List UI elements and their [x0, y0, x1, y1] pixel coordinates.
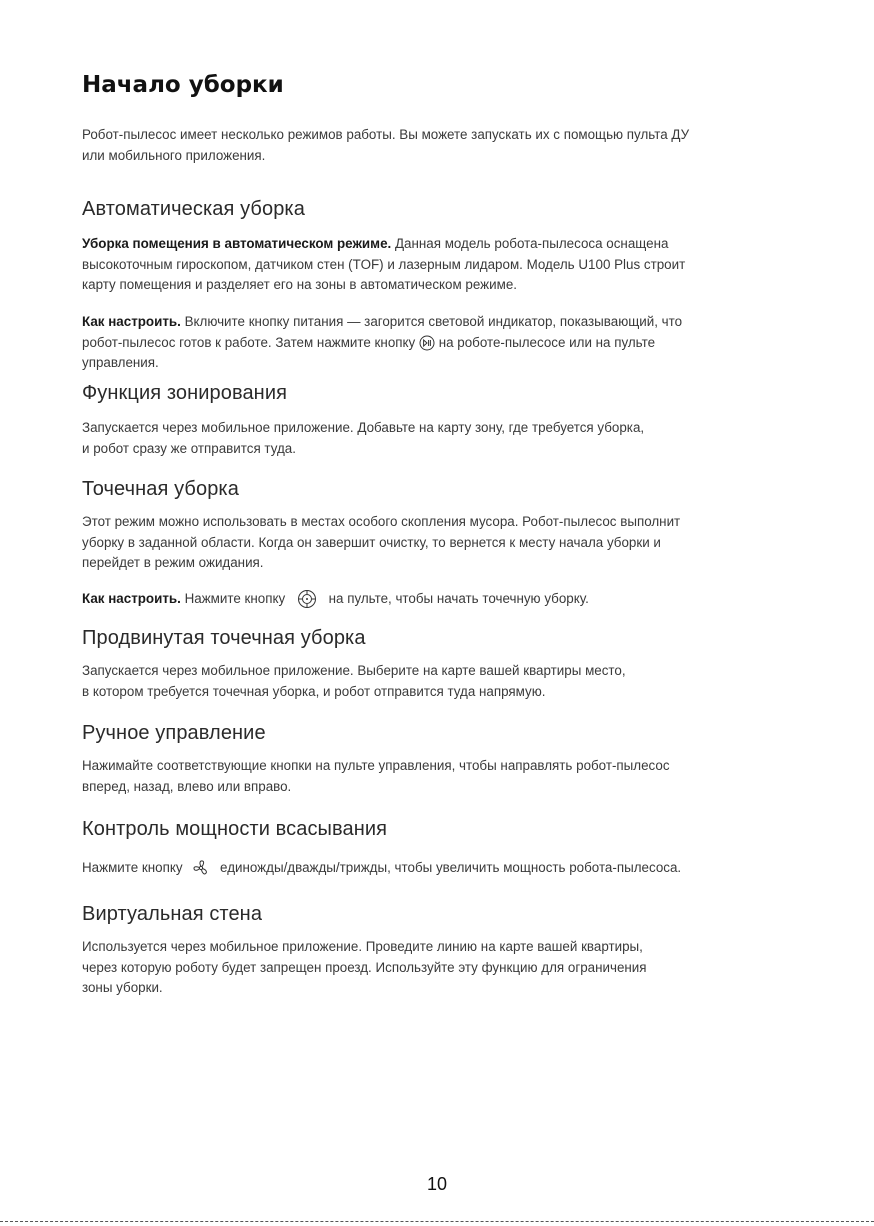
auto-lead-rest: Данная модель робота-пылесоса оснащена	[391, 236, 669, 251]
wall-line-2: через которую роботу будет запрещен проезд. Используйте эту функцию для ограничения	[82, 959, 647, 975]
manual-paragraph	[82, 756, 772, 797]
wall-line-1: Используется через мобильное приложение. Проведите линию на карте вашей квартиры,	[82, 939, 643, 954]
intro-paragraph	[82, 125, 772, 166]
spot-howto-b: на пульте, чтобы начать точечную уборку.	[328, 591, 589, 606]
intro-line-1: Робот-пылесос имеет несколько режимов работы. Вы можете запускать их с помощью пульта ДУ	[82, 127, 690, 142]
auto-howto-rest: Включите кнопку питания — загорится световой индикатор, показывающий, что	[180, 314, 683, 329]
suction-heading: Контроль мощности всасывания	[82, 818, 388, 840]
spot-line-2: уборку в заданной области. Когда он завершит очистку, то вернется к месту начала уборки и	[82, 534, 661, 550]
auto-lead-bold: Уборка помещения в автоматическом режиме.	[82, 236, 392, 251]
intro-line-2: или мобильного приложения.	[82, 147, 266, 163]
suction-paragraph	[82, 858, 772, 879]
suction-line-a: Нажмите кнопку	[82, 860, 183, 875]
auto-howto-paragraph	[82, 312, 772, 374]
page-title: Начало уборки	[82, 72, 284, 98]
auto-howto-line-2b: на роботе-пылесосе или на пульте	[438, 334, 656, 350]
advanced-spot-line-1: Запускается через мобильное приложение. Выберите на карте вашей квартиры место,	[82, 663, 626, 678]
auto-paragraph	[82, 234, 772, 296]
spot-line-3: перейдет в режим ожидания.	[82, 555, 264, 570]
advanced-spot-paragraph	[82, 661, 772, 702]
spot-howto-bold: Как настроить.	[82, 591, 181, 606]
zoning-line-2: и робот сразу же отправится туда.	[82, 440, 296, 456]
wall-heading: Виртуальная стена	[82, 903, 263, 925]
spot-heading: Точечная уборка	[82, 478, 239, 500]
manual-line-1: Нажимайте соответствующие кнопки на пульте управления, чтобы направлять робот-пылесос	[82, 758, 670, 773]
wall-line-3: зоны уборки.	[82, 980, 163, 995]
auto-howto-line-2a: робот-пылесос готов к работе. Затем нажмите кнопку	[82, 334, 416, 350]
zoning-heading: Функция зонирования	[82, 382, 288, 404]
auto-howto-bold: Как настроить.	[82, 314, 181, 329]
spot-howto-paragraph	[82, 589, 772, 610]
auto-line-3: карту помещения и разделяет его на зоны в автоматическом режиме.	[82, 277, 517, 292]
manual-line-2: вперед, назад, влево или вправо.	[82, 778, 292, 794]
wall-paragraph	[82, 937, 772, 999]
spot-howto-a: Нажмите кнопку	[180, 591, 286, 606]
fan-icon	[192, 859, 210, 877]
spot-line-1: Этот режим можно использовать в местах особого скопления мусора. Робот-пылесос выполнит	[82, 514, 681, 529]
spot-clean-icon	[297, 589, 317, 609]
zoning-paragraph	[82, 418, 772, 459]
bottom-divider	[0, 1221, 874, 1222]
play-pause-icon	[419, 335, 435, 351]
zoning-line-1: Запускается через мобильное приложение. Добавьте на карту зону, где требуется уборка,	[82, 420, 645, 435]
auto-heading: Автоматическая уборка	[82, 198, 305, 220]
page-number: 10	[426, 1174, 448, 1194]
advanced-spot-line-2: в котором требуется точечная уборка, и робот отправится туда напрямую.	[82, 683, 546, 699]
auto-line-2: высокоточным гироскопом, датчиком стен (TOF) и лазерным лидаром. Модель U100 Plus строит	[82, 256, 686, 272]
auto-howto-line-3: управления.	[82, 355, 159, 370]
manual-heading: Ручное управление	[82, 722, 266, 744]
spot-paragraph	[82, 512, 772, 574]
advanced-spot-heading: Продвинутая точечная уборка	[82, 627, 366, 649]
suction-line-b: единожды/дважды/трижды, чтобы увеличить мощность робота-пылесоса.	[220, 860, 682, 875]
